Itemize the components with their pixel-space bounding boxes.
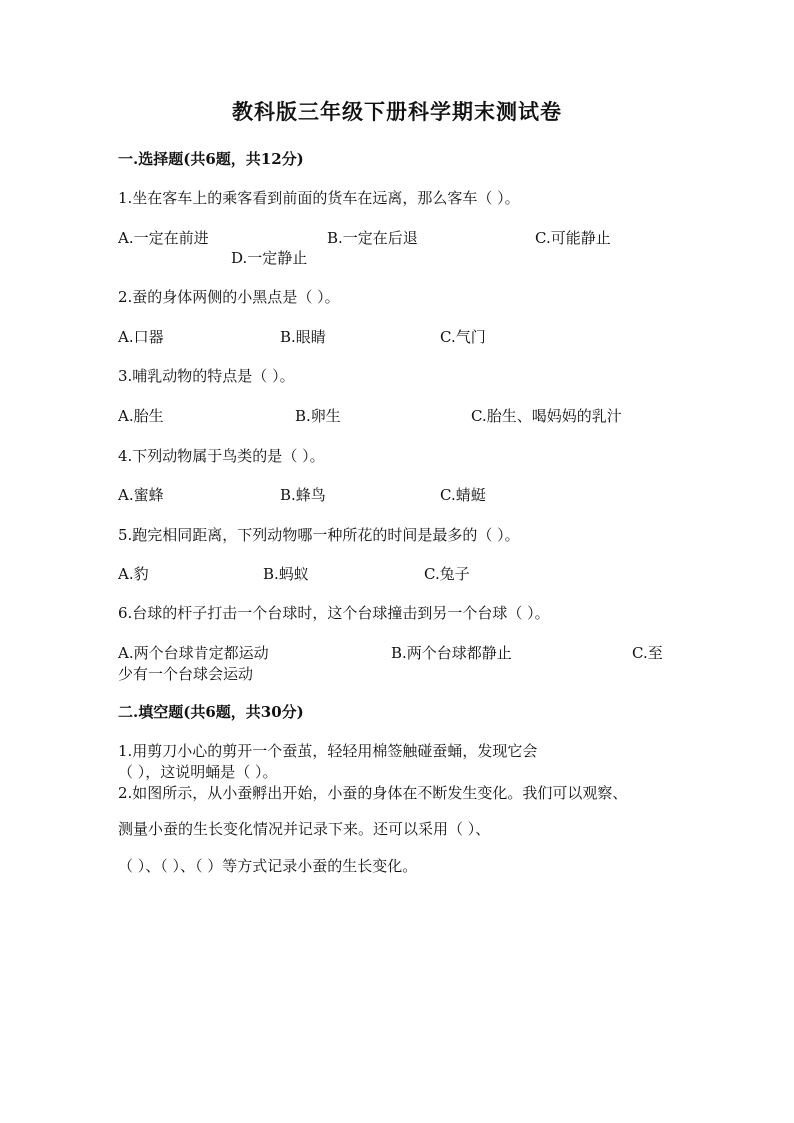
fill-question-2-line-2: 测量小蚕的生长变化情况并记录下来。还可以采用（ ）、 [118, 820, 491, 838]
fill-question-1-line-1: 1.用剪刀小心的剪开一个蚕茧，轻轻用棉签触碰蚕蛹，发现它会 [118, 742, 538, 760]
q2-option-b: B.眼睛 [280, 328, 326, 346]
q6-option-c: C.至 [632, 644, 663, 662]
q3-option-b: B.卵生 [295, 407, 341, 425]
q5-option-b: B.蚂蚁 [263, 565, 309, 583]
q1-option-a: A.一定在前进 [118, 229, 209, 247]
q5-option-c: C.兔子 [424, 565, 470, 583]
q2-option-a: A.口器 [118, 328, 164, 346]
q3-option-c: C.胎生、喝妈妈的乳汁 [471, 407, 622, 425]
question-4: 4.下列动物属于鸟类的是（ ）。 [118, 447, 325, 465]
question-1: 1.坐在客车上的乘客看到前面的货车在远离，那么客车（ ）。 [118, 189, 520, 207]
section-heading-choice: 一.选择题(共6题，共12分) [118, 150, 304, 168]
q6-option-c-continued: 少有一个台球会运动 [118, 665, 254, 683]
page-title: 教科版三年级下册科学期末测试卷 [232, 99, 562, 124]
question-2: 2.蚕的身体两侧的小黑点是（ ）。 [118, 288, 340, 306]
q5-option-a: A.豹 [118, 565, 149, 583]
fill-question-2-line-1: 2.如图所示，从小蚕孵出开始，小蚕的身体在不断发生变化。我们可以观察、 [118, 784, 628, 802]
q3-option-a: A.胎生 [118, 407, 164, 425]
question-6: 6.台球的杆子打击一个台球时，这个台球撞击到另一个台球（ ）。 [118, 604, 550, 622]
fill-question-1-line-2: （ ），这说明蛹是（ ）。 [118, 763, 278, 781]
fill-question-2-line-3: （ ）、（ ）、（ ）等方式记录小蚕的生长变化。 [118, 857, 418, 875]
section-heading-fill: 二.填空题(共6题，共30分) [118, 703, 304, 721]
question-3: 3.哺乳动物的特点是（ ）。 [118, 367, 295, 385]
q6-option-b: B.两个台球都静止 [391, 644, 512, 662]
q6-option-a: A.两个台球肯定都运动 [118, 644, 269, 662]
q4-option-a: A.蜜蜂 [118, 486, 164, 504]
question-5: 5.跑完相同距离，下列动物哪一种所花的时间是最多的（ ）。 [118, 526, 520, 544]
q1-option-c: C.可能静止 [535, 229, 611, 247]
q1-option-b: B.一定在后退 [327, 229, 418, 247]
q4-option-b: B.蜂鸟 [280, 486, 326, 504]
q4-option-c: C.蜻蜓 [440, 486, 486, 504]
q1-option-d: D.一定静止 [231, 249, 308, 267]
q2-option-c: C.气门 [440, 328, 486, 346]
